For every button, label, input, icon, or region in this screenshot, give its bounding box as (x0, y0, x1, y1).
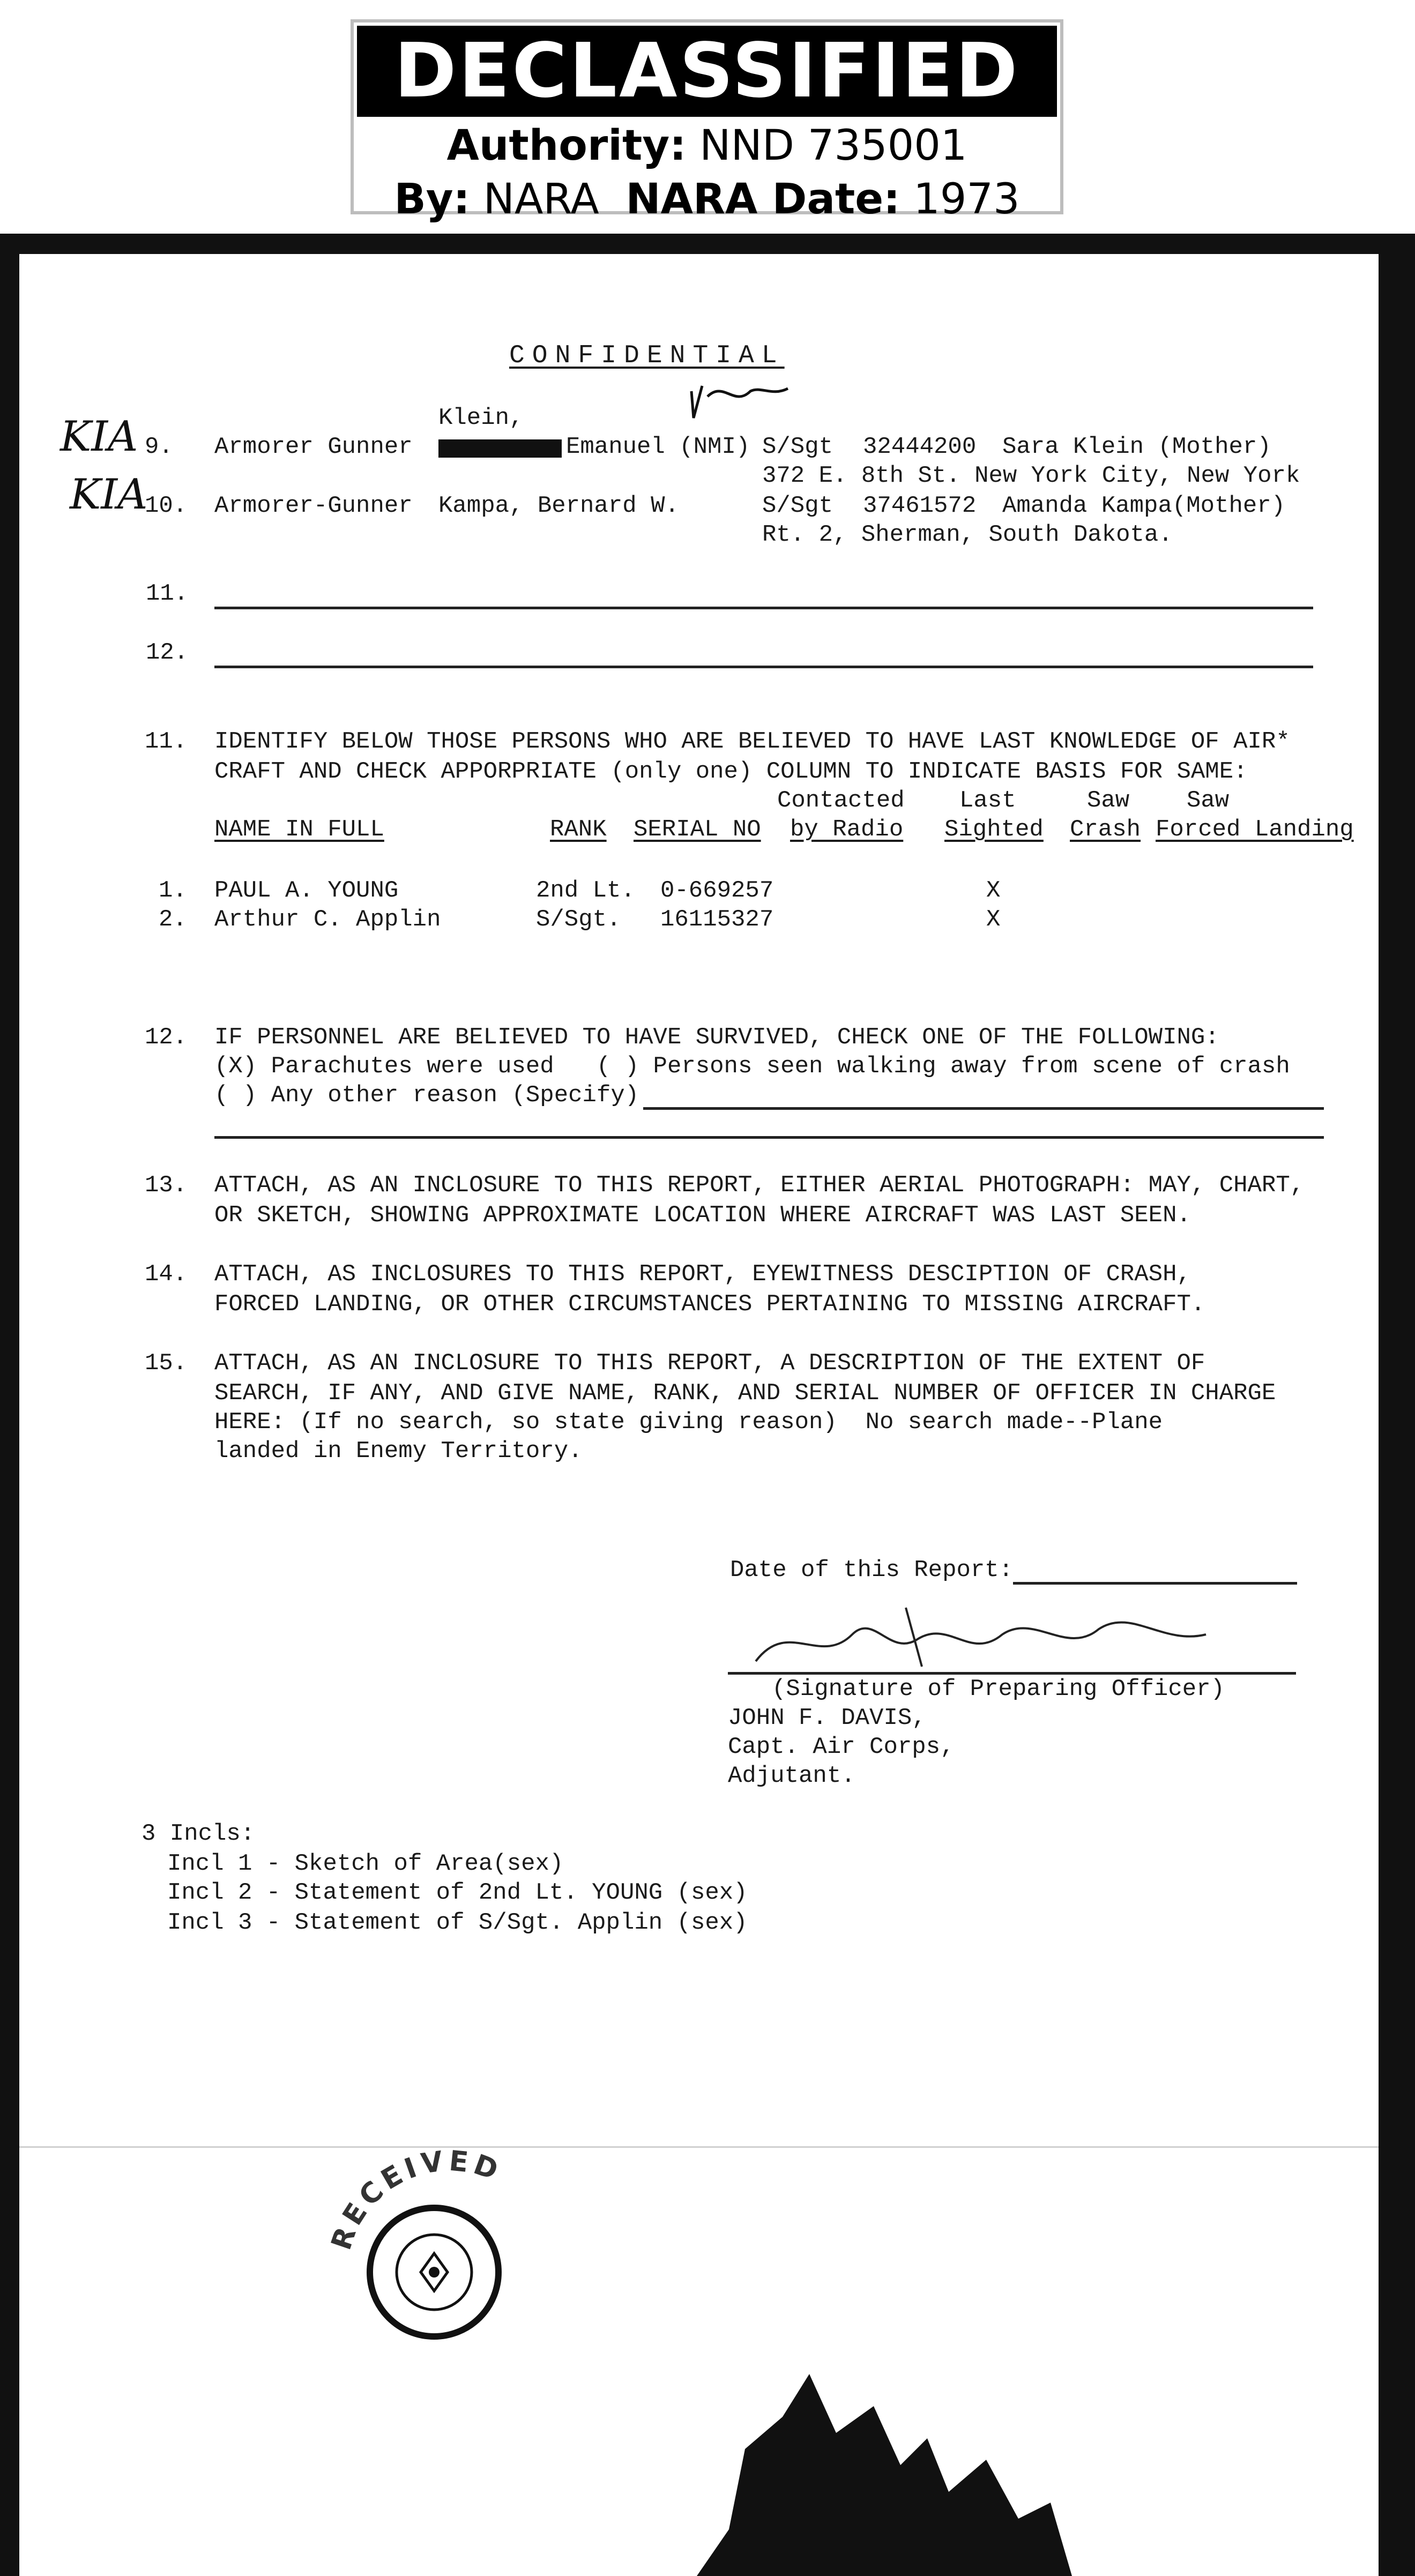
inclosure-item-3: Incl 3 - Statement of S/Sgt. Applin (sex) (167, 1909, 748, 1936)
col-sighted-header: Sighted (944, 816, 1044, 843)
q12-line-1: IF PERSONNEL ARE BELIEVED TO HAVE SURVIVED, CHECK ONE OF THE FOLLOWING: (214, 1024, 1219, 1051)
inclosure-item-2: Incl 2 - Statement of 2nd Lt. YOUNG (sex) (167, 1879, 748, 1906)
witness-mark-1: X (986, 877, 1001, 904)
q14-line-2: FORCED LANDING, OR OTHER CIRCUMSTANCES PERTAINING TO MISSING AIRCRAFT. (214, 1291, 1205, 1318)
q13-line-2: OR SKETCH, SHOWING APPROXIMATE LOCATION WHERE AIRCRAFT WAS LAST SEEN. (214, 1202, 1191, 1229)
q13-line-1: ATTACH, AS AN INCLOSURE TO THIS REPORT, EITHER AERIAL PHOTOGRAPH: MAY, CHART, (214, 1172, 1305, 1199)
crew-name-10: Kampa, Bernard W. (438, 492, 679, 519)
crew-serial-10: 37461572 (863, 492, 977, 519)
crew-address-9: 372 E. 8th St. New York City, New York (762, 462, 1300, 489)
witness-serial-2: 16115327 (660, 906, 774, 933)
col-forced-header: Forced Landing (1156, 816, 1354, 843)
q12-specify-line (643, 1107, 1324, 1110)
crew-address-10: Rt. 2, Sherman, South Dakota. (762, 521, 1173, 548)
crew-name-9: Emanuel (NMI) (566, 434, 750, 460)
q15-line-4: landed in Enemy Territory. (214, 1438, 583, 1465)
torn-paper-edge (697, 2353, 1072, 2576)
col-sighted-top: Last (959, 787, 1016, 814)
blank-line-label-11: 11. (146, 580, 189, 607)
inclosure-item-1: Incl 1 - Sketch of Area(sex) (167, 1850, 564, 1877)
officer-name: JOHN F. DAVIS, (728, 1705, 926, 1731)
q11-text-2: CRAFT AND CHECK APPORPRIATE (only one) COLUMN TO INDICATE BASIS FOR SAME: (214, 758, 1248, 785)
blank-line-label-12: 12. (146, 639, 189, 666)
witness-name-2: Arthur C. Applin (214, 906, 441, 933)
col-rank-header: RANK (550, 816, 607, 843)
handwritten-kia-10: KIA (70, 471, 148, 519)
handwritten-checkmark (686, 375, 793, 434)
q12-line-2: (X) Parachutes were used ( ) Persons seen walking away from scene of crash (214, 1053, 1290, 1080)
crew-position-9: Armorer Gunner (214, 434, 413, 460)
crew-position-10: Armorer-Gunner (214, 492, 413, 519)
declassified-banner (351, 19, 1063, 223)
col-serial-header: SERIAL NO (634, 816, 761, 843)
crew-surname-overtype: Klein, (438, 405, 524, 431)
handwritten-kia-9: KIA (60, 413, 138, 461)
crew-num-10: 10. (145, 492, 188, 519)
witness-rank-2: S/Sgt. (536, 906, 621, 933)
page-crease (19, 2146, 1379, 2148)
q14-line-1: ATTACH, AS INCLOSURES TO THIS REPORT, EYEWITNESS DESCIPTION OF CRASH, (214, 1261, 1191, 1288)
report-date-label: Date of this Report: (730, 1557, 1014, 1584)
q15-line-1: ATTACH, AS AN INCLOSURE TO THIS REPORT, A DESCRIPTION OF THE EXTENT OF (214, 1350, 1205, 1377)
col-crash-header: Crash (1070, 816, 1141, 843)
q13-number: 13. (145, 1172, 188, 1199)
witness-num-1: 1. (159, 877, 187, 904)
report-date-line (1013, 1582, 1297, 1585)
svg-text:RECEIVED: RECEIVED (325, 2145, 507, 2254)
q14-number: 14. (145, 1261, 188, 1288)
crew-num-9: 9. (145, 434, 173, 460)
officer-title: Adjutant. (728, 1763, 855, 1789)
crew-rank-9: S/Sgt (762, 434, 833, 460)
authority-line: Authority: NND 735001 (446, 122, 967, 170)
redaction-block (438, 439, 562, 458)
blank-line-12 (214, 666, 1313, 668)
officer-rank: Capt. Air Corps, (728, 1734, 955, 1760)
witness-serial-1: 0-669257 (660, 877, 774, 904)
by-line: By: NARA NARA Date: 1973 (394, 175, 1020, 223)
col-forced-top: Saw (1187, 787, 1230, 814)
q11-text-1: IDENTIFY BELOW THOSE PERSONS WHO ARE BELIEVED TO HAVE LAST KNOWLEDGE OF AIR* (214, 728, 1290, 755)
declassified-title: DECLASSIFIED (357, 26, 1057, 117)
classification-header: CONFIDENTIAL (509, 341, 785, 370)
q11-number: 11. (145, 728, 188, 755)
q12-line-3: ( ) Any other reason (Specify) (214, 1082, 639, 1109)
witness-mark-2: X (986, 906, 1001, 933)
officer-signature (745, 1597, 1227, 1677)
q12-extra-line (214, 1136, 1324, 1139)
witness-rank-1: 2nd Lt. (536, 877, 635, 904)
signature-caption: (Signature of Preparing Officer) (772, 1676, 1225, 1703)
q12-number: 12. (145, 1024, 188, 1051)
received-stamp (300, 2111, 579, 2390)
col-radio-header: by Radio (790, 816, 904, 843)
q15-line-2: SEARCH, IF ANY, AND GIVE NAME, RANK, AND SERIAL NUMBER OF OFFICER IN CHARGE (214, 1380, 1276, 1407)
q15-number: 15. (145, 1350, 188, 1377)
inclosures-heading: 3 Incls: (142, 1820, 255, 1847)
blank-line-11 (214, 607, 1313, 609)
col-radio-top: Contacted (777, 787, 905, 814)
witness-num-2: 2. (159, 906, 187, 933)
col-crash-top: Saw (1087, 787, 1130, 814)
crew-rank-10: S/Sgt (762, 492, 833, 519)
witness-name-1: PAUL A. YOUNG (214, 877, 399, 904)
crew-kin-9: Sara Klein (Mother) (1002, 434, 1271, 460)
q15-line-3: HERE: (If no search, so state giving reason) No search made--Plane (214, 1409, 1163, 1436)
crew-serial-9: 32444200 (863, 434, 977, 460)
col-name-header: NAME IN FULL (214, 816, 384, 843)
crew-kin-10: Amanda Kampa(Mother) (1002, 492, 1286, 519)
